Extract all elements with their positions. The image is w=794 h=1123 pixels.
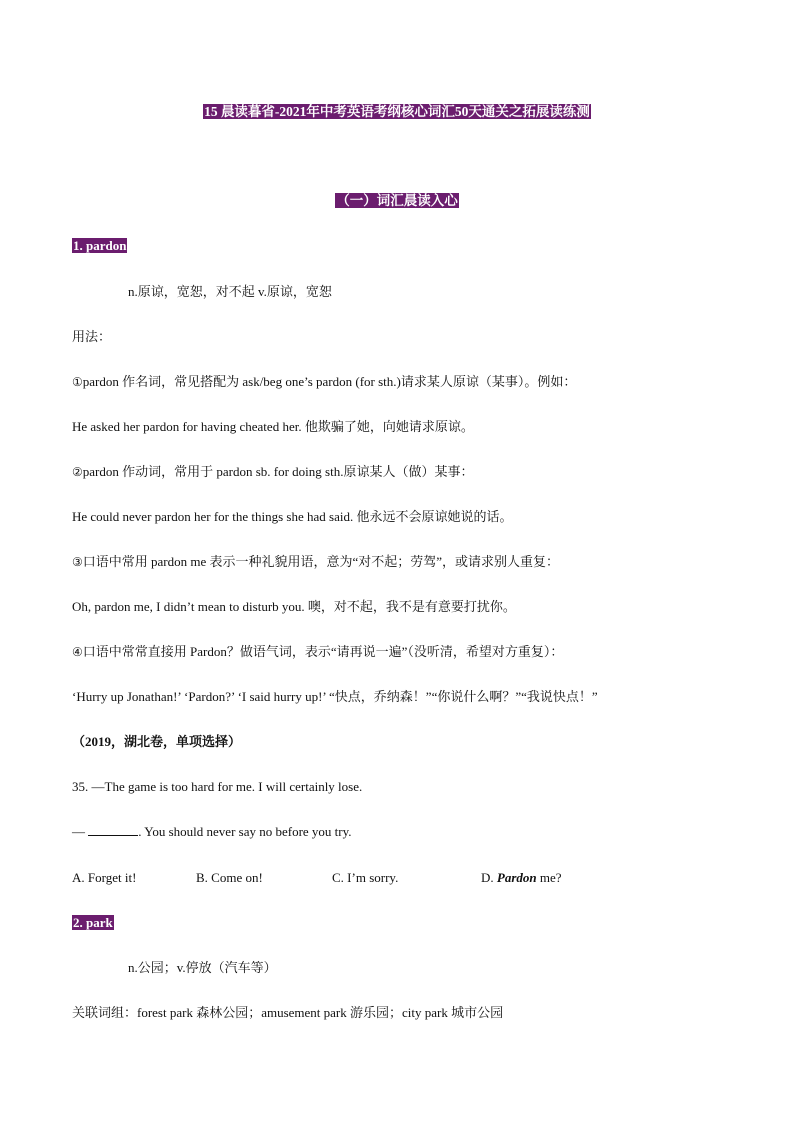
usage-2 bbox=[72, 463, 473, 481]
entry-heading-pardon bbox=[72, 237, 127, 255]
definition-pardon: n.原谅，宽恕，对不起 v.原谅，宽恕 bbox=[128, 284, 332, 299]
answer-blank[interactable] bbox=[88, 823, 138, 836]
usage-text: pardon 作名词，常见搭配为 ask/beg one’s pardon (for sth.)请求某人原谅（某事）。例如： bbox=[82, 374, 577, 389]
document-title bbox=[0, 102, 794, 122]
usage-4 bbox=[72, 643, 563, 661]
example-1: He asked her pardon for having cheated her. 他欺骗了她，向她请求原谅。 bbox=[72, 419, 474, 434]
entry-heading-text: 2. park bbox=[73, 915, 113, 930]
usage-label: 用法： bbox=[72, 329, 112, 344]
option-d-suffix: me? bbox=[536, 870, 562, 885]
entry-heading-park bbox=[72, 914, 114, 932]
usage-text: 口语中常常直接用 Pardon？做语气词，表示“请再说一遍”（没听清，希望对方重复）： bbox=[82, 644, 564, 659]
option-b: B. Come on! bbox=[196, 870, 263, 885]
option-d bbox=[481, 869, 562, 887]
option-a: A. Forget it! bbox=[72, 870, 137, 885]
document-title-text: 15 晨读暮省-2021年中考英语考纲核心词汇50天通关之拓展读练测 bbox=[204, 104, 590, 119]
question-35: 35. —The game is too hard for me. I will certainly lose. bbox=[72, 779, 363, 794]
related-phrases: 关联词组：forest park 森林公园；amusement park 游乐园；city park 城市公园 bbox=[72, 1005, 504, 1020]
answer-suffix: . You should never say no before you try. bbox=[138, 824, 352, 839]
definition-park: n.公园；v.停放（汽车等） bbox=[128, 960, 277, 975]
usage-3 bbox=[72, 553, 559, 571]
usage-number: ④ bbox=[72, 645, 83, 659]
usage-text: pardon 作动词，常用于 pardon sb. for doing sth.原谅某人（做）某事： bbox=[82, 464, 474, 479]
entry-heading-text: 1. pardon bbox=[73, 238, 127, 253]
section-heading-text: （一）词汇晨读入心 bbox=[336, 193, 458, 208]
usage-text: 口语中常用 pardon me 表示一种礼貌用语，意为“对不起；劳驾”，或请求别人重复： bbox=[82, 554, 560, 569]
usage-1 bbox=[72, 373, 576, 391]
example-3: Oh, pardon me, I didn’t mean to disturb you. 噢，对不起，我不是有意要打扰你。 bbox=[72, 599, 516, 614]
example-4: ‘Hurry up Jonathan!’ ‘Pardon?’ ‘I said hurry up!’ “快点，乔纳森！”“你说什么啊？”“我说快点！” bbox=[72, 689, 598, 704]
option-d-prefix: D. bbox=[481, 870, 497, 885]
usage-number: ② bbox=[72, 465, 83, 479]
option-d-emph: Pardon bbox=[496, 870, 537, 885]
answer-line bbox=[72, 823, 352, 841]
usage-number: ③ bbox=[72, 555, 83, 569]
option-c: C. I’m sorry. bbox=[332, 870, 399, 885]
example-2: He could never pardon her for the things she had said. 他永远不会原谅她说的话。 bbox=[72, 509, 513, 524]
exam-source: （2019，湖北卷，单项选择） bbox=[72, 734, 242, 749]
section-heading bbox=[0, 191, 794, 211]
answer-prefix: — bbox=[72, 824, 85, 839]
usage-number: ① bbox=[72, 375, 83, 389]
